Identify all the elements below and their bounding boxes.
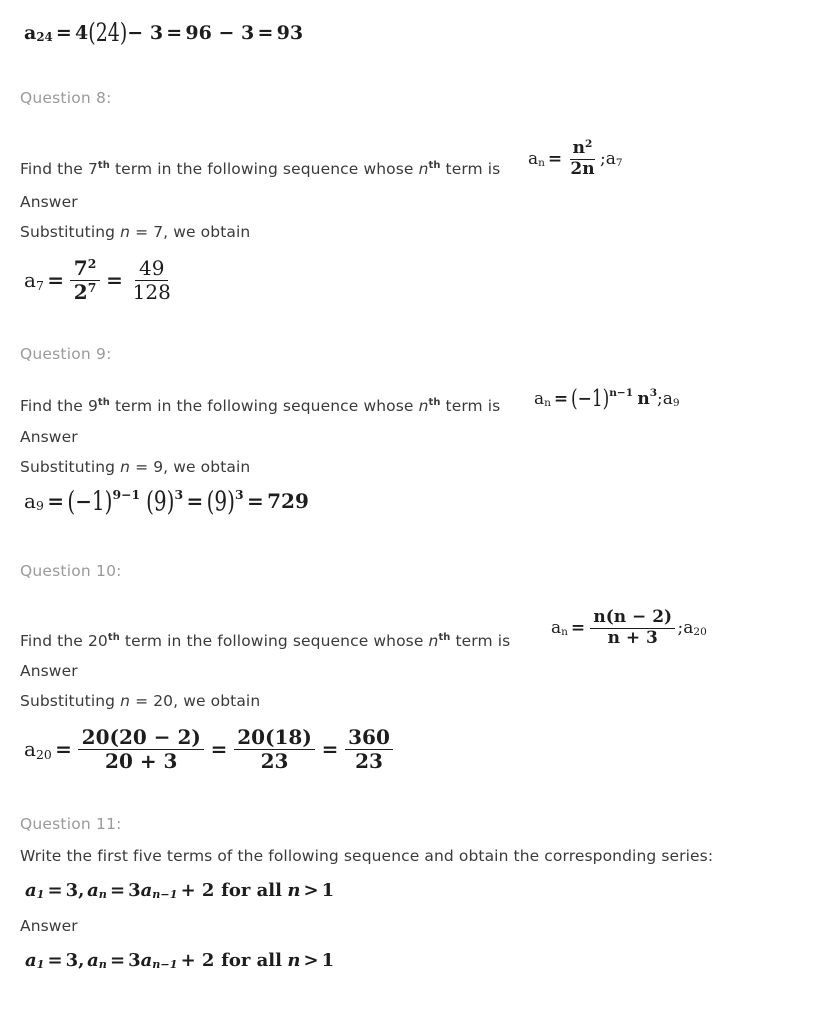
- denominator-exponent-7: 7: [87, 279, 97, 295]
- fraction-n2-over-2n: [567, 140, 597, 178]
- question-10-heading: Question 10:: [20, 562, 122, 580]
- formula-lhs-a: a: [551, 618, 562, 639]
- fraction-denominator-2: [70, 281, 100, 303]
- result-equals-3: =: [321, 737, 339, 762]
- fraction-denominator-23: 23: [260, 748, 289, 773]
- answer-variable-n: n: [287, 950, 301, 971]
- given-equals-1: =: [47, 880, 63, 901]
- given-greater-than: >: [303, 880, 319, 901]
- question-10-result-equation: [24, 727, 396, 772]
- term-paren-24: (24): [88, 18, 128, 48]
- equation-a24: [24, 18, 304, 48]
- result-lhs-subscript-20: 20: [35, 746, 52, 762]
- fraction-numerator: [570, 140, 596, 160]
- question-10-inline-formula: [551, 609, 707, 647]
- formula-factor-n: n: [637, 389, 650, 409]
- numerator-exponent-2: 2: [87, 256, 97, 272]
- equation-lhs-subscript: 24: [36, 30, 53, 45]
- given-an: a: [87, 880, 99, 901]
- prompt-text-start: Find the 7: [20, 160, 98, 178]
- answer-a1: a: [25, 950, 37, 971]
- formula-base-minus-one: (−1): [570, 385, 610, 413]
- substitute-text-start: Substituting: [20, 223, 121, 241]
- prompt-text-mid: term in the following sequence whose: [109, 397, 419, 415]
- answer-a1-subscript: 1: [36, 958, 45, 972]
- prompt-text-start: Find the 9: [20, 397, 98, 415]
- variable-n: n: [418, 160, 429, 178]
- prompt-text-end: term is: [450, 632, 511, 650]
- fraction-step-3: [345, 727, 394, 772]
- result-lhs-a: a: [24, 489, 36, 513]
- equation-lhs: a: [24, 22, 37, 44]
- formula-lhs-subscript-n: n: [561, 626, 568, 639]
- fraction-denominator: n + 3: [607, 627, 658, 648]
- fraction-numerator-7: [70, 258, 100, 281]
- result-term-exponent-3: 3: [174, 486, 184, 502]
- result-equals-1: =: [47, 268, 64, 293]
- question-9-heading: Question 9:: [20, 345, 112, 363]
- fraction-numerator-20-20-minus-2: 20(20 − 2): [78, 727, 204, 750]
- result-lhs-a: a: [24, 268, 36, 293]
- numerator-base-7: 7: [73, 256, 88, 280]
- question-11-prompt: Write the first five terms of the following sequence and obtain the corresponding series:: [20, 847, 714, 865]
- term-result-93: 93: [276, 22, 304, 44]
- result-term2-exponent-3: 3: [234, 486, 244, 502]
- equals-sign-1: =: [55, 22, 72, 44]
- answer-greater-than: >: [303, 950, 319, 971]
- question-8-result-equation: [24, 258, 177, 303]
- prompt-text-start: Find the 20: [20, 632, 108, 650]
- formula-tail-a: a: [605, 149, 616, 170]
- fraction-7squared-over-2pow7: [70, 258, 100, 303]
- question-8-substitution-line: [20, 223, 250, 242]
- answer-an-subscript: n: [98, 958, 107, 972]
- result-equals-3: =: [246, 489, 264, 513]
- question-9-inline-formula: [534, 385, 680, 413]
- term-4: 4: [75, 22, 89, 44]
- ordinal-suffix-th-2: th: [428, 396, 441, 408]
- given-equals-2: =: [109, 880, 126, 901]
- substitute-variable-n: n: [120, 223, 131, 241]
- result-equals-1: =: [47, 489, 64, 513]
- given-an-subscript: n: [98, 888, 107, 902]
- fraction-numerator-360: 360: [345, 727, 394, 750]
- given-a1-subscript: 1: [36, 888, 45, 902]
- answer-coefficient-3: 3: [128, 950, 141, 971]
- given-a1: a: [25, 880, 37, 901]
- fraction-denominator-20-plus-3: 20 + 3: [105, 748, 178, 773]
- answer-a-n-minus-1-subscript: n−1: [152, 958, 178, 972]
- given-variable-n: n: [287, 880, 301, 901]
- substitute-text-end: = 7, we obtain: [130, 223, 251, 241]
- substitute-text-end: = 20, we obtain: [130, 692, 261, 710]
- answer-for-all-text: for all: [221, 950, 282, 971]
- result-equals-1: =: [55, 737, 72, 762]
- question-9-answer-label: Answer: [20, 428, 78, 446]
- formula-lhs-subscript-n: n: [538, 157, 545, 170]
- formula-exponent-n-minus-1: n−1: [609, 387, 634, 400]
- result-equals-2: =: [106, 268, 123, 293]
- question-11-answer-label: Answer: [20, 917, 78, 935]
- given-plus-2: + 2: [180, 880, 215, 901]
- formula-tail-subscript-20: 20: [693, 626, 707, 639]
- fraction-denominator-23-final: 23: [355, 748, 383, 773]
- answer-equals-1: =: [47, 950, 63, 971]
- denominator-base-2: 2: [73, 279, 88, 304]
- question-11-heading: Question 11:: [20, 815, 122, 833]
- result-value-729: 729: [267, 489, 309, 513]
- given-a-n-minus-1-subscript: n−1: [152, 888, 178, 902]
- fraction-numerator-20-18: 20(18): [234, 727, 316, 750]
- question-9-prompt: [20, 397, 500, 416]
- answer-bound-1: 1: [321, 950, 335, 971]
- answer-equals-2: =: [109, 950, 126, 971]
- question-11-answer-equation: [25, 950, 334, 971]
- result-exponent-9-minus-1: 9−1: [112, 486, 141, 502]
- formula-lhs-subscript-n: n: [544, 397, 551, 409]
- question-11-given-equation: [25, 880, 334, 901]
- fraction-step-1: [78, 727, 204, 772]
- prompt-text-mid: term in the following sequence whose: [109, 160, 419, 178]
- result-term2-9: (9): [206, 484, 235, 518]
- answer-plus-2: + 2: [180, 950, 215, 971]
- variable-n: n: [428, 632, 439, 650]
- ordinal-suffix-th: th: [107, 631, 120, 643]
- result-lhs-a: a: [24, 737, 36, 762]
- given-value-3: 3,: [65, 880, 85, 901]
- answer-a-n-minus-1: a: [140, 950, 153, 971]
- question-10-answer-label: Answer: [20, 662, 78, 680]
- formula-equals: =: [553, 389, 569, 409]
- result-equals-2: =: [186, 489, 204, 513]
- question-9-result-equation: [24, 484, 309, 518]
- formula-semicolon: ;: [657, 389, 663, 409]
- equals-sign-2: =: [166, 22, 183, 44]
- given-coefficient-3: 3: [128, 880, 141, 901]
- given-a-n-minus-1: a: [140, 880, 153, 901]
- question-8-prompt: [20, 160, 500, 179]
- fraction-denominator: 2n: [570, 158, 595, 179]
- result-lhs-subscript-7: 7: [35, 277, 44, 293]
- substitute-variable-n: n: [120, 692, 131, 710]
- question-10-prompt: [20, 632, 510, 651]
- substitute-text-end: = 9, we obtain: [130, 458, 251, 476]
- formula-equals: =: [547, 149, 563, 170]
- question-8-inline-formula: [528, 140, 623, 178]
- fraction-49-over-128: [129, 258, 174, 303]
- given-for-all-text: for all: [221, 880, 282, 901]
- formula-factor-exponent-3: 3: [649, 387, 658, 400]
- given-bound-1: 1: [321, 880, 335, 901]
- result-term-9: (9): [146, 484, 175, 518]
- equals-sign-3: =: [257, 22, 274, 44]
- variable-n: n: [418, 397, 429, 415]
- ordinal-suffix-th: th: [97, 396, 110, 408]
- formula-semicolon: ;: [677, 618, 684, 639]
- term-minus-3: − 3: [127, 22, 164, 44]
- result-lhs-subscript-9: 9: [35, 498, 44, 514]
- numerator-n: n: [572, 138, 585, 158]
- prompt-text-mid: term in the following sequence whose: [119, 632, 429, 650]
- formula-semicolon: ;: [599, 149, 606, 170]
- result-base-minus-one: (−1): [67, 484, 113, 518]
- fraction-n-times-n-minus-2-over-n-plus-3: [590, 609, 675, 647]
- question-8-heading: Question 8:: [20, 89, 112, 107]
- ordinal-suffix-th-2: th: [428, 159, 441, 171]
- result-equals-2: =: [210, 737, 228, 762]
- formula-tail-subscript-7: 7: [615, 157, 623, 170]
- formula-equals: =: [570, 618, 586, 639]
- term-96-minus-3: 96 − 3: [185, 22, 255, 44]
- formula-lhs-a: a: [528, 149, 539, 170]
- question-9-substitution-line: [20, 458, 250, 477]
- answer-value-3: 3,: [65, 950, 85, 971]
- fraction-numerator: n(n − 2): [590, 609, 675, 629]
- fraction-numerator-49: 49: [135, 258, 168, 281]
- question-10-substitution-line: [20, 692, 260, 711]
- substitute-text-start: Substituting: [20, 458, 121, 476]
- prompt-text-end: term is: [440, 397, 501, 415]
- fraction-step-2: [234, 727, 316, 772]
- formula-tail-a: a: [683, 618, 694, 639]
- substitute-text-start: Substituting: [20, 692, 121, 710]
- substitute-variable-n: n: [120, 458, 131, 476]
- ordinal-suffix-th: th: [97, 159, 110, 171]
- formula-tail-a: a: [662, 389, 673, 409]
- ordinal-suffix-th-2: th: [438, 631, 451, 643]
- question-8-answer-label: Answer: [20, 193, 78, 211]
- fraction-denominator-128: 128: [132, 279, 171, 304]
- formula-lhs-a: a: [534, 389, 545, 409]
- prompt-text-end: term is: [440, 160, 501, 178]
- numerator-exponent-2: 2: [584, 138, 593, 151]
- formula-tail-subscript-9: 9: [672, 397, 680, 409]
- answer-an: a: [87, 950, 99, 971]
